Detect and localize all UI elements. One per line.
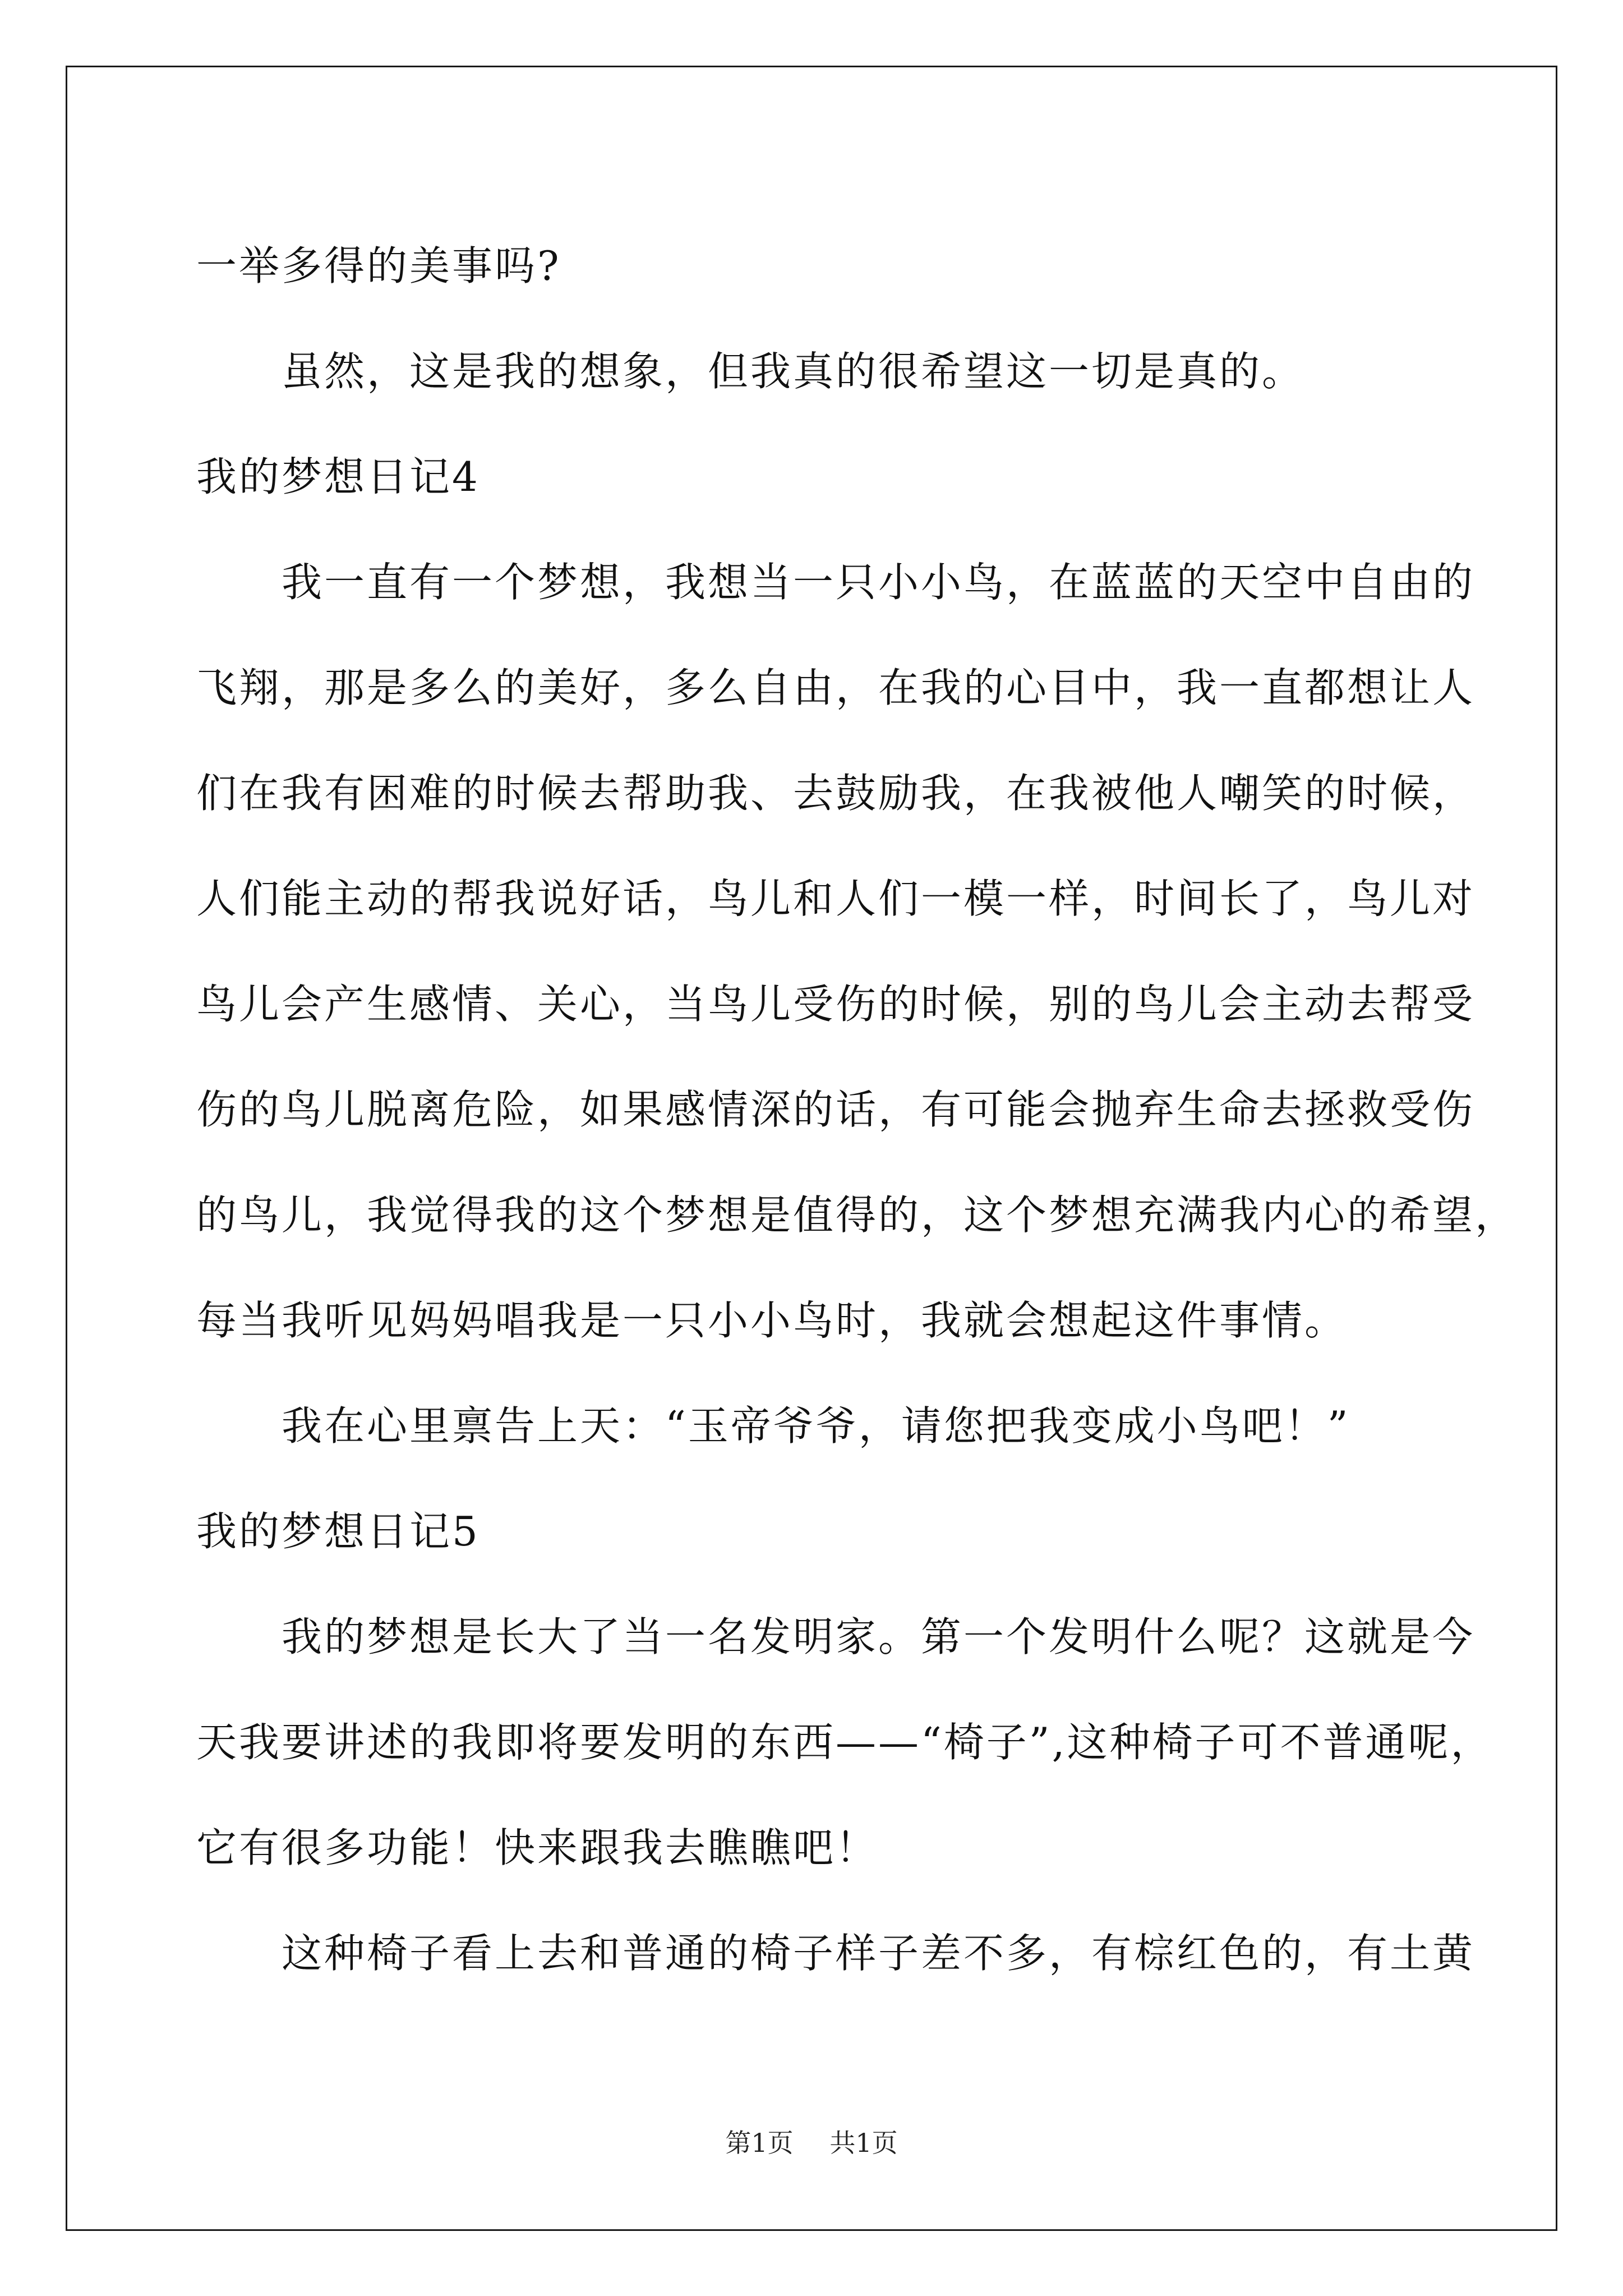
text-line: 它有很多功能！快来跟我去瞧瞧吧！ <box>196 1824 879 1871</box>
text-line: 的鸟儿，我觉得我的这个梦想是值得的，这个梦想充满我内心的希望， <box>196 1191 1518 1239</box>
section-heading: 我的梦想日记4 <box>196 453 480 500</box>
paragraph-line: 我的梦想是长大了当一名发明家。第一个发明什么呢？这就是今 <box>282 1613 1476 1660</box>
text-line: 们在我有困难的时候去帮助我、去鼓励我，在我被他人嘲笑的时候， <box>196 770 1476 817</box>
text-line: 伤的鸟儿脱离危险，如果感情深的话，有可能会抛弃生命去拯救受伤 <box>196 1086 1476 1133</box>
text-line: 天我要讲述的我即将要发明的东西——“椅子”,这种椅子可不普通呢， <box>196 1719 1493 1766</box>
page-footer <box>0 2126 1623 2160</box>
paragraph-line: 我在心里禀告上天：“玉帝爷爷，请您把我变成小鸟吧！” <box>282 1402 1350 1450</box>
text-line: 每当我听见妈妈唱我是一只小小鸟时，我就会想起这件事情。 <box>196 1297 1348 1344</box>
page-total: 共1页 <box>829 2128 898 2158</box>
paragraph-line: 我一直有一个梦想，我想当一只小小鸟，在蓝蓝的天空中自由的 <box>282 559 1476 606</box>
paragraph-line: 这种椅子看上去和普通的椅子样子差不多，有棕红色的，有土黄 <box>282 1930 1476 1977</box>
text-line: 鸟儿会产生感情、关心，当鸟儿受伤的时候，别的鸟儿会主动去帮受 <box>196 981 1476 1028</box>
section-heading: 我的梦想日记5 <box>196 1508 480 1555</box>
text-line: 一举多得的美事吗? <box>196 242 561 289</box>
page-number: 第1页 <box>725 2128 794 2158</box>
text-line: 人们能主动的帮我说好话，鸟儿和人们一模一样，时间长了，鸟儿对 <box>196 875 1476 922</box>
document-body <box>196 213 1518 2006</box>
text-line: 飞翔，那是多么的美好，多么自由，在我的心目中，我一直都想让人 <box>196 664 1476 711</box>
paragraph-line: 虽然，这是我的想象，但我真的很希望这一切是真的。 <box>282 348 1305 395</box>
